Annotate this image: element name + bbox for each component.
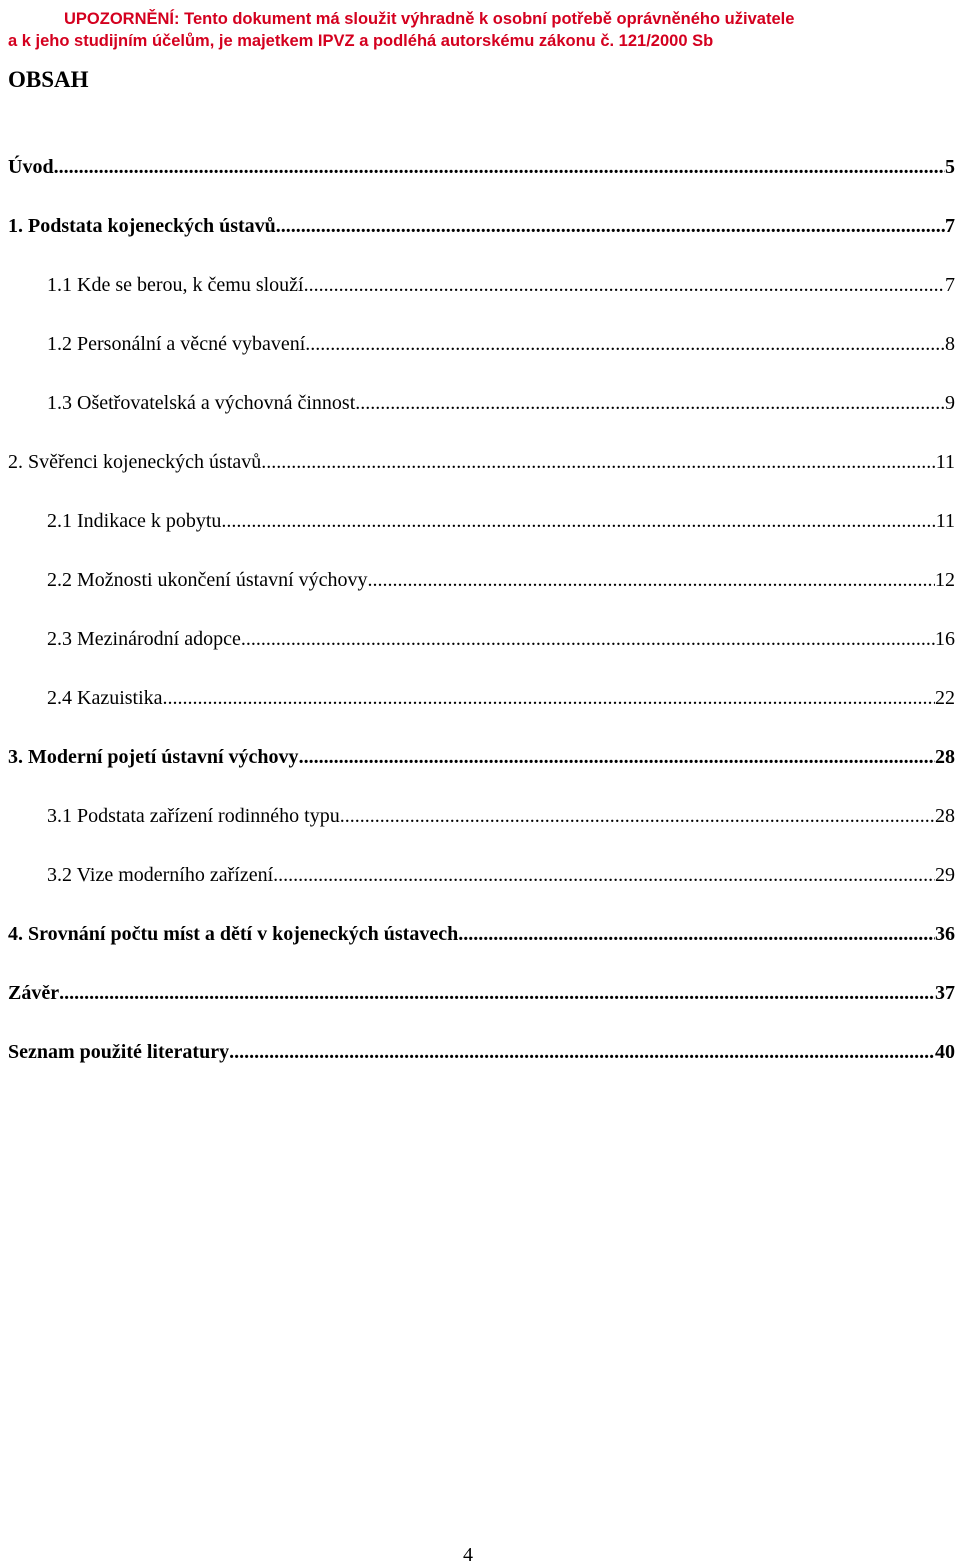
toc-entry-title: 2.4 Kazuistika (47, 687, 163, 709)
toc-entry-page: 5 (945, 156, 955, 178)
toc-entry-title: 3.2 Vize moderního zařízení (47, 864, 274, 886)
toc-entry[interactable] (47, 802, 955, 830)
toc-entry-page: 11 (935, 510, 955, 532)
toc-leader (276, 212, 945, 240)
toc-leader (261, 448, 935, 476)
toc-entry-page: 22 (935, 687, 955, 709)
toc-entry[interactable] (8, 153, 955, 181)
toc-entry-page: 8 (945, 333, 955, 355)
toc-entry-title: Seznam použité literatury (8, 1041, 230, 1063)
toc-entry-page: 12 (935, 569, 955, 591)
toc-entry-title: 1.2 Personální a věcné vybavení (47, 333, 306, 355)
toc-leader (305, 330, 945, 358)
toc-leader (54, 153, 945, 181)
page-number: 4 (463, 1544, 473, 1566)
toc-leader (340, 802, 935, 830)
toc-entry[interactable] (8, 1038, 955, 1066)
toc-entry-title: 1. Podstata kojeneckých ústavů (8, 215, 276, 237)
toc-entry[interactable] (47, 684, 955, 712)
toc-entry-title: 2.3 Mezinárodní adopce (47, 628, 241, 650)
toc-entry-title: 3. Moderní pojetí ústavní výchovy (8, 746, 299, 768)
toc-leader (273, 861, 935, 889)
toc-entry-page: 29 (935, 864, 955, 886)
toc-entry-page: 36 (935, 923, 955, 945)
toc-entry-title: 3.1 Podstata zařízení rodinného typu (47, 805, 340, 827)
toc-entry-title: 4. Srovnání počtu míst a dětí v kojeneckých ústavech (8, 923, 459, 945)
toc-entry[interactable] (8, 743, 955, 771)
toc-entry-page: 28 (935, 746, 955, 768)
toc-entry[interactable] (8, 448, 955, 476)
toc-entry[interactable] (8, 979, 955, 1007)
toc-leader (355, 389, 945, 417)
toc-entry-page: 7 (945, 215, 955, 237)
page-title: OBSAH (8, 67, 89, 92)
toc-leader (304, 271, 945, 299)
toc-entry-title: Závěr (8, 982, 60, 1004)
toc-leader (299, 743, 935, 771)
toc-entry[interactable] (47, 861, 955, 889)
copyright-notice (0, 8, 960, 52)
toc-leader (241, 625, 935, 653)
toc-entry[interactable] (47, 566, 955, 594)
toc-entry-page: 28 (935, 805, 955, 827)
toc-entry[interactable] (8, 920, 955, 948)
toc-entry-page: 40 (935, 1041, 955, 1063)
toc-leader (163, 684, 935, 712)
toc-entry-page: 7 (945, 274, 955, 296)
toc-entry-page: 9 (945, 392, 955, 414)
toc-entry-page: 11 (935, 451, 955, 473)
toc-entry-title: 1.3 Ošetřovatelská a výchovná činnost (47, 392, 356, 414)
toc-entry[interactable] (8, 212, 955, 240)
notice-line-2: a k jeho studijním účelům, je majetkem IPVZ a podléhá autorskému zákonu č. 121/2000 Sb (8, 32, 714, 50)
toc-entry-title: 1.1 Kde se berou, k čemu slouží (47, 274, 304, 296)
toc-leader (229, 1038, 935, 1066)
notice-line-1: UPOZORNĚNÍ: Tento dokument má sloužit výhradně k osobní potřebě oprávněného uživatele (64, 10, 795, 28)
toc-entry-page: 16 (935, 628, 955, 650)
toc-entry[interactable] (47, 625, 955, 653)
toc-entry[interactable] (47, 507, 955, 535)
toc-leader (368, 566, 935, 594)
toc-leader (221, 507, 935, 535)
toc-entry-title: 2. Svěřenci kojeneckých ústavů (8, 451, 262, 473)
toc-leader (59, 979, 935, 1007)
toc-entry-title: 2.1 Indikace k pobytu (47, 510, 222, 532)
toc-entry[interactable] (47, 271, 955, 299)
toc-entry-page: 37 (935, 982, 955, 1004)
toc-leader (458, 920, 935, 948)
toc-entry-title: Úvod (8, 156, 54, 178)
toc-entry[interactable] (47, 389, 955, 417)
toc-entry-title: 2.2 Možnosti ukončení ústavní výchovy (47, 569, 368, 591)
toc-entry[interactable] (47, 330, 955, 358)
